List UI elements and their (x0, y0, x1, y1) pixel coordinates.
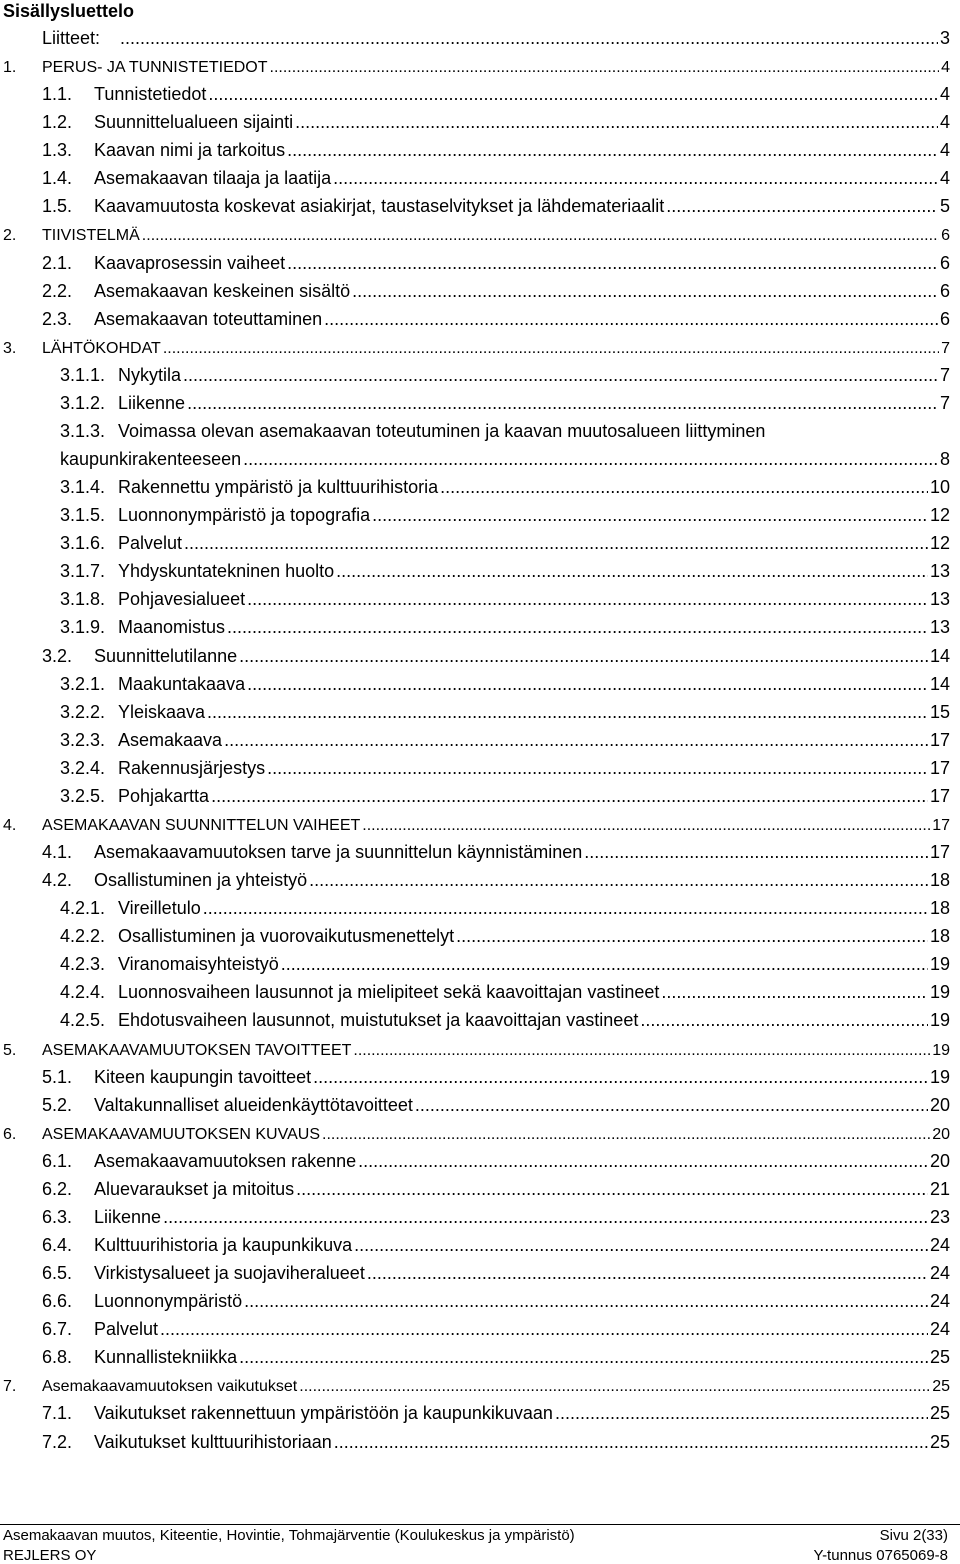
dot-leader (211, 785, 928, 807)
toc-entry-page: 17 (929, 757, 950, 778)
toc-entry-page: 19 (932, 1041, 950, 1059)
toc-entry-page: 23 (929, 1206, 950, 1227)
toc-entry[interactable] (0, 1006, 960, 1034)
toc-entry-page: 25 (929, 1403, 950, 1424)
toc-entry-page: 18 (929, 898, 950, 919)
toc-entry[interactable] (0, 108, 960, 136)
toc-entry-title: Pohjakartta (118, 785, 210, 806)
toc-entry[interactable] (0, 1035, 960, 1063)
toc-entry-number: 3.1.1. (60, 364, 106, 385)
dot-leader (142, 225, 939, 247)
toc-entry-title: Pohjavesialueet (118, 589, 246, 610)
toc-entry-number: 6.1. (42, 1150, 73, 1171)
toc-entry-number: 2. (3, 227, 17, 245)
toc-entry-title: Vireilletulo (118, 898, 201, 919)
toc-entry[interactable] (0, 501, 960, 529)
toc-entry-title: Vaikutukset kulttuurihistoriaan (94, 1431, 332, 1452)
toc-entry[interactable] (0, 1063, 960, 1091)
dot-leader (203, 897, 928, 919)
toc-entry-page: 4 (939, 112, 950, 133)
toc-entry-page: 14 (929, 645, 950, 666)
dot-leader (267, 757, 928, 779)
toc-entry-page: 25 (932, 1378, 950, 1396)
dot-leader (244, 1290, 928, 1312)
toc-entry[interactable] (0, 529, 960, 557)
toc-entry-page: 18 (929, 870, 950, 891)
toc-entry-title: Suunnittelutilanne (94, 645, 238, 666)
toc-entry[interactable] (0, 978, 960, 1006)
toc-entry[interactable] (0, 1371, 960, 1399)
toc-entry-title: Vaikutukset rakennettuun ympäristöön ja kaupunkikuvaan (94, 1403, 553, 1424)
toc-entry[interactable] (0, 249, 960, 277)
toc-entry-number: 3. (3, 339, 17, 357)
toc-entry[interactable] (0, 894, 960, 922)
dot-leader (440, 476, 928, 498)
toc-entry-page: 18 (929, 926, 950, 947)
toc-entry-number: 7.2. (42, 1431, 73, 1452)
toc-entry-number: 7.1. (42, 1403, 73, 1424)
toc-entry-page: 24 (929, 1235, 950, 1255)
toc-entry-number: 3.2.3. (60, 729, 106, 750)
toc-entry-title-continued: kaupunkirakenteeseen (60, 448, 242, 469)
toc-entry-number: 4.2.5. (60, 1010, 106, 1031)
toc-entry-title: Maanomistus (118, 617, 226, 638)
dot-leader (224, 729, 928, 751)
dot-leader (207, 701, 928, 723)
toc-entry[interactable] (0, 1175, 960, 1203)
toc-entry[interactable] (0, 1091, 960, 1119)
toc-entry-number: 5. (3, 1041, 17, 1059)
dot-leader (281, 953, 928, 975)
toc-entry-page: 6 (941, 227, 950, 245)
toc-entry-number: 1.4. (42, 168, 73, 189)
toc-entry-title: TIIVISTELMÄ (42, 227, 140, 245)
toc-entry-number: Liitteet: (42, 28, 101, 48)
toc-entry-number: 7. (3, 1378, 17, 1396)
toc-entry-number: 3.2.2. (60, 701, 106, 722)
toc-entry[interactable] (0, 1343, 960, 1371)
toc-entry[interactable] (0, 1287, 960, 1315)
toc-entry-title: Valtakunnalliset alueidenkäyttötavoitteet (94, 1094, 413, 1115)
dot-leader (247, 673, 928, 695)
dot-leader (243, 448, 938, 470)
toc-entry-number: 3.2. (42, 645, 73, 666)
toc-entry-page: 19 (929, 1010, 950, 1031)
dot-leader (322, 1124, 930, 1146)
toc-entry[interactable] (0, 922, 960, 950)
dot-leader (324, 308, 938, 330)
toc-entry-title: Osallistuminen ja yhteistyö (94, 870, 308, 891)
dot-leader (163, 1206, 928, 1228)
toc-entry[interactable] (0, 52, 960, 80)
toc-entry-page: 6 (939, 308, 950, 329)
dot-leader (208, 83, 938, 105)
toc-entry-number: 1.3. (42, 140, 73, 161)
toc-entry-number: 3.1.3. (60, 420, 106, 441)
footer-page-number: Sivu 2(33) (879, 1527, 948, 1544)
toc-entry-number: 6.8. (42, 1347, 73, 1368)
toc-entry-number: 1. (3, 59, 17, 77)
dot-leader (247, 588, 928, 610)
dot-leader (163, 338, 939, 360)
toc-entry-page: 17 (929, 785, 950, 806)
toc-entry-page: 25 (929, 1347, 950, 1368)
toc-entry[interactable] (0, 417, 960, 473)
toc-entry-number: 4.2.3. (60, 954, 106, 975)
toc-entry-title: Yleiskaava (118, 701, 206, 722)
dot-leader (640, 1009, 928, 1031)
toc-entry-title: Kaavan nimi ja tarkoitus (94, 140, 286, 161)
toc-entry-title: ASEMAKAAVAN SUUNNITTELUN VAIHEET (42, 816, 361, 834)
toc-entry-page: 17 (929, 842, 950, 863)
dot-leader (584, 841, 928, 863)
dot-leader (227, 616, 928, 638)
toc-entry-title: Nykytila (118, 364, 182, 385)
toc-entry-number: 6.3. (42, 1206, 73, 1227)
toc-entry[interactable] (0, 810, 960, 838)
toc-entry-page: 20 (932, 1125, 950, 1143)
toc-entry-title: Asemakaavan toteuttaminen (94, 308, 323, 329)
toc-entry[interactable] (0, 305, 960, 333)
toc-entry-number: 5.1. (42, 1066, 73, 1087)
toc-entry-page: 5 (939, 196, 950, 217)
toc-entry-number: 6.2. (42, 1178, 73, 1199)
toc-entry-number: 3.1.7. (60, 561, 106, 582)
dot-leader (358, 1150, 928, 1172)
toc-entry-title: Kunnallistekniikka (94, 1347, 238, 1368)
dot-leader (354, 1234, 928, 1256)
dot-leader (666, 195, 938, 217)
toc-entry-number: 2.2. (42, 280, 73, 301)
toc-entry[interactable] (0, 726, 960, 754)
toc-entry-title: Viranomaisyhteistyö (118, 954, 279, 975)
toc-entry[interactable] (0, 698, 960, 726)
toc-entry-title: Asemakaavamuutoksen rakenne (94, 1150, 357, 1171)
toc-entry-page: 7 (939, 392, 950, 413)
toc-entry-page: 4 (939, 84, 950, 105)
toc-entry-title: Kaavaprosessin vaiheet (94, 252, 286, 273)
toc-entry[interactable] (0, 950, 960, 978)
toc-entry-number: 1.2. (42, 112, 73, 133)
toc-entry-title: Rakennusjärjestys (118, 757, 266, 778)
toc-entry-title: Asemakaavan tilaaja ja laatija (94, 168, 332, 189)
dot-leader (456, 925, 928, 947)
toc-entry[interactable] (0, 1315, 960, 1343)
toc-entry-number: 3.1.6. (60, 533, 106, 554)
toc-entry-page: 13 (929, 589, 950, 610)
dot-leader (287, 139, 938, 161)
toc-entry-number: 4. (3, 816, 17, 834)
toc-entry-number: 3.1.5. (60, 505, 106, 526)
toc-entry-page: 4 (939, 168, 950, 189)
toc-entry-page: 19 (929, 954, 950, 975)
toc-entry[interactable] (0, 192, 960, 220)
dot-leader (299, 1376, 930, 1398)
toc-entry-title: Asemakaavamuutoksen vaikutukset (42, 1378, 298, 1396)
toc-entry[interactable] (0, 1428, 960, 1456)
toc-entry[interactable] (0, 557, 960, 585)
toc-entry-page: 4 (941, 59, 950, 77)
toc-entry[interactable] (0, 277, 960, 305)
toc-entry[interactable] (0, 1203, 960, 1231)
toc-entry-title: Osallistuminen ja vuorovaikutusmenettelyt (118, 926, 455, 947)
toc-entry-page: 24 (929, 1291, 950, 1312)
toc-entry-title: Kulttuurihistoria ja kaupunkikuva (94, 1235, 353, 1255)
toc-entry-number: 3.2.5. (60, 785, 106, 806)
dot-leader (239, 645, 928, 667)
toc-entry[interactable] (0, 164, 960, 192)
toc-entry-number: 2.1. (42, 252, 73, 273)
toc-entry-page: 4 (939, 140, 950, 161)
toc-entry-title: LÄHTÖKOHDAT (42, 339, 161, 357)
toc-entry[interactable] (0, 1147, 960, 1175)
dot-leader (160, 1318, 928, 1340)
toc-entry-title: Voimassa olevan asemakaavan toteutuminen ja kaavan muutosalueen liittyminen (118, 420, 766, 441)
toc-entry-number: 3.1.9. (60, 617, 106, 638)
toc-entry-number: 6.6. (42, 1291, 73, 1312)
toc-entry-number: 4.1. (42, 842, 73, 863)
toc-entry-title: PERUS- JA TUNNISTETIEDOT (42, 59, 268, 77)
toc-entry[interactable] (0, 136, 960, 164)
toc-entry-title: Luonnonympäristö (94, 1291, 243, 1312)
toc-entry-number: 3.1.2. (60, 392, 106, 413)
toc-entry-page: 20 (929, 1094, 950, 1115)
toc-entry-title: Aluevaraukset ja mitoitus (94, 1178, 295, 1199)
footer-company: REJLERS OY (3, 1547, 97, 1564)
dot-leader (295, 111, 938, 133)
dot-leader (352, 280, 938, 302)
toc-entry-number: 6.7. (42, 1319, 73, 1340)
toc-entry[interactable] (0, 389, 960, 417)
toc-entry-number: 3.1.8. (60, 589, 106, 610)
dot-leader (415, 1094, 928, 1116)
toc-entry[interactable] (0, 473, 960, 501)
toc-entry-page: 13 (929, 617, 950, 638)
toc-entry-page: 24 (929, 1319, 950, 1340)
toc-entry-page: 15 (929, 701, 950, 722)
dot-leader (362, 815, 930, 837)
toc-entry-page: 6 (939, 252, 950, 273)
dot-leader (120, 27, 938, 49)
toc-entry-title: Luonnonympäristö ja topografia (118, 505, 371, 526)
toc-entry-title: Tunnistetiedot (94, 84, 207, 105)
toc-entry-title: Luonnosvaiheen lausunnot ja mielipiteet sekä kaavoittajan vastineet (118, 982, 660, 1003)
toc-entry-title: Yhdyskuntatekninen huolto (118, 561, 335, 582)
dot-leader (333, 167, 938, 189)
toc-entry[interactable] (0, 613, 960, 641)
toc-entry-title: Palvelut (118, 533, 183, 554)
toc-entry[interactable] (0, 361, 960, 389)
toc-entry[interactable] (0, 585, 960, 613)
toc-entry-title: Maakuntakaava (118, 673, 246, 694)
footer (0, 1524, 960, 1564)
toc-entry-title: Kiteen kaupungin tavoitteet (94, 1066, 312, 1087)
dot-leader (183, 364, 938, 386)
toc-entry[interactable] (0, 220, 960, 248)
toc-entry-title: ASEMAKAAVAMUUTOKSEN TAVOITTEET (42, 1041, 352, 1059)
toc-entry[interactable] (0, 1119, 960, 1147)
toc-entry-page: 14 (929, 673, 950, 694)
toc-entry-page: 17 (929, 729, 950, 750)
toc-entry[interactable] (0, 838, 960, 866)
toc-entry[interactable] (0, 1231, 960, 1259)
toc-entry-number: 6.5. (42, 1263, 73, 1284)
toc-entry-number: 1.1. (42, 84, 73, 105)
toc-entry-number: 2.3. (42, 308, 73, 329)
toc-entry-page: 13 (929, 561, 950, 582)
dot-leader (239, 1346, 928, 1368)
toc-entry-page: 24 (929, 1263, 950, 1284)
toc-entry[interactable] (0, 642, 960, 670)
toc-entry-number: 3.1.4. (60, 477, 106, 498)
footer-document-title: Asemakaavan muutos, Kiteentie, Hovintie, Tohmajärventie (Koulukeskus ja ympäristö) (3, 1527, 575, 1544)
toc-entry-page: 12 (929, 505, 950, 526)
toc-entry-title: Asemakaava (118, 729, 223, 750)
page-title: Sisällysluettelo (3, 1, 135, 21)
toc-entry[interactable] (0, 1259, 960, 1287)
toc-entry-page: 17 (932, 816, 950, 834)
toc-entry[interactable] (0, 782, 960, 810)
dot-leader (313, 1066, 928, 1088)
toc-entry-page: 19 (929, 1066, 950, 1087)
toc-entry-title: Asemakaavamuutoksen tarve ja suunnittelun käynnistäminen (94, 842, 583, 863)
toc-entry-page: 12 (929, 533, 950, 554)
toc-entry-title: Palvelut (94, 1319, 159, 1340)
toc-entry-title: Ehdotusvaiheen lausunnot, muistutukset ja kaavoittajan vastineet (118, 1010, 639, 1031)
dot-leader (309, 869, 928, 891)
toc-entry-number: 4.2.4. (60, 982, 106, 1003)
toc-entry-title: Virkistysalueet ja suojaviheralueet (94, 1263, 365, 1284)
toc-entry[interactable] (0, 333, 960, 361)
toc-entry[interactable] (0, 866, 960, 894)
toc-entry-number: 3.2.1. (60, 673, 106, 694)
toc-entry-page: 25 (929, 1431, 950, 1452)
toc-entry[interactable] (0, 754, 960, 782)
toc-entry-page: 3 (939, 28, 950, 48)
dot-leader (296, 1178, 928, 1200)
toc-entry[interactable] (0, 1399, 960, 1427)
toc-entry[interactable] (0, 24, 960, 52)
toc-entry-title: Asemakaavan keskeinen sisältö (94, 280, 351, 301)
toc-entry-number: 4.2.2. (60, 926, 106, 947)
toc-entry-title: Liikenne (94, 1206, 162, 1227)
toc-entry-page: 19 (929, 982, 950, 1003)
toc-entry-title: Liikenne (118, 392, 186, 413)
dot-leader (661, 981, 928, 1003)
toc-entry-page: 6 (939, 280, 950, 301)
footer-business-id: Y-tunnus 0765069-8 (813, 1547, 948, 1564)
dot-leader (287, 252, 938, 274)
toc-entry-number: 3.2.4. (60, 757, 106, 778)
toc-entry-title: ASEMAKAAVAMUUTOKSEN KUVAUS (42, 1125, 320, 1143)
toc-entry-number: 5.2. (42, 1094, 73, 1115)
toc-entry-page: 21 (929, 1178, 950, 1199)
dot-leader (336, 560, 928, 582)
toc-entry-page: 8 (939, 448, 950, 469)
toc-entry-number: 4.2. (42, 870, 73, 891)
toc-entry-number: 6. (3, 1125, 17, 1143)
dot-leader (187, 392, 938, 414)
toc-entry-page: 20 (929, 1150, 950, 1171)
toc-entry-number: 6.4. (42, 1235, 73, 1255)
toc-entry-number: 4.2.1. (60, 898, 106, 919)
toc-entry-page: 10 (929, 477, 950, 498)
toc-entry-page: 7 (941, 339, 950, 357)
toc-entry-title: Kaavamuutosta koskevat asiakirjat, taustaselvitykset ja lähdemateriaalit (94, 196, 665, 217)
toc-entry[interactable] (0, 80, 960, 108)
dot-leader (367, 1262, 928, 1284)
dot-leader (353, 1040, 930, 1062)
dot-leader (555, 1402, 928, 1424)
toc-entry-number: 1.5. (42, 196, 73, 217)
dot-leader (334, 1431, 928, 1453)
dot-leader (270, 57, 940, 79)
toc-entry-title: Rakennettu ympäristö ja kulttuurihistoria (118, 477, 439, 498)
dot-leader (184, 532, 928, 554)
toc-entry[interactable] (0, 670, 960, 698)
toc-entry-page: 7 (939, 364, 950, 385)
dot-leader (372, 504, 928, 526)
toc-entry-title: Suunnittelualueen sijainti (94, 112, 294, 133)
